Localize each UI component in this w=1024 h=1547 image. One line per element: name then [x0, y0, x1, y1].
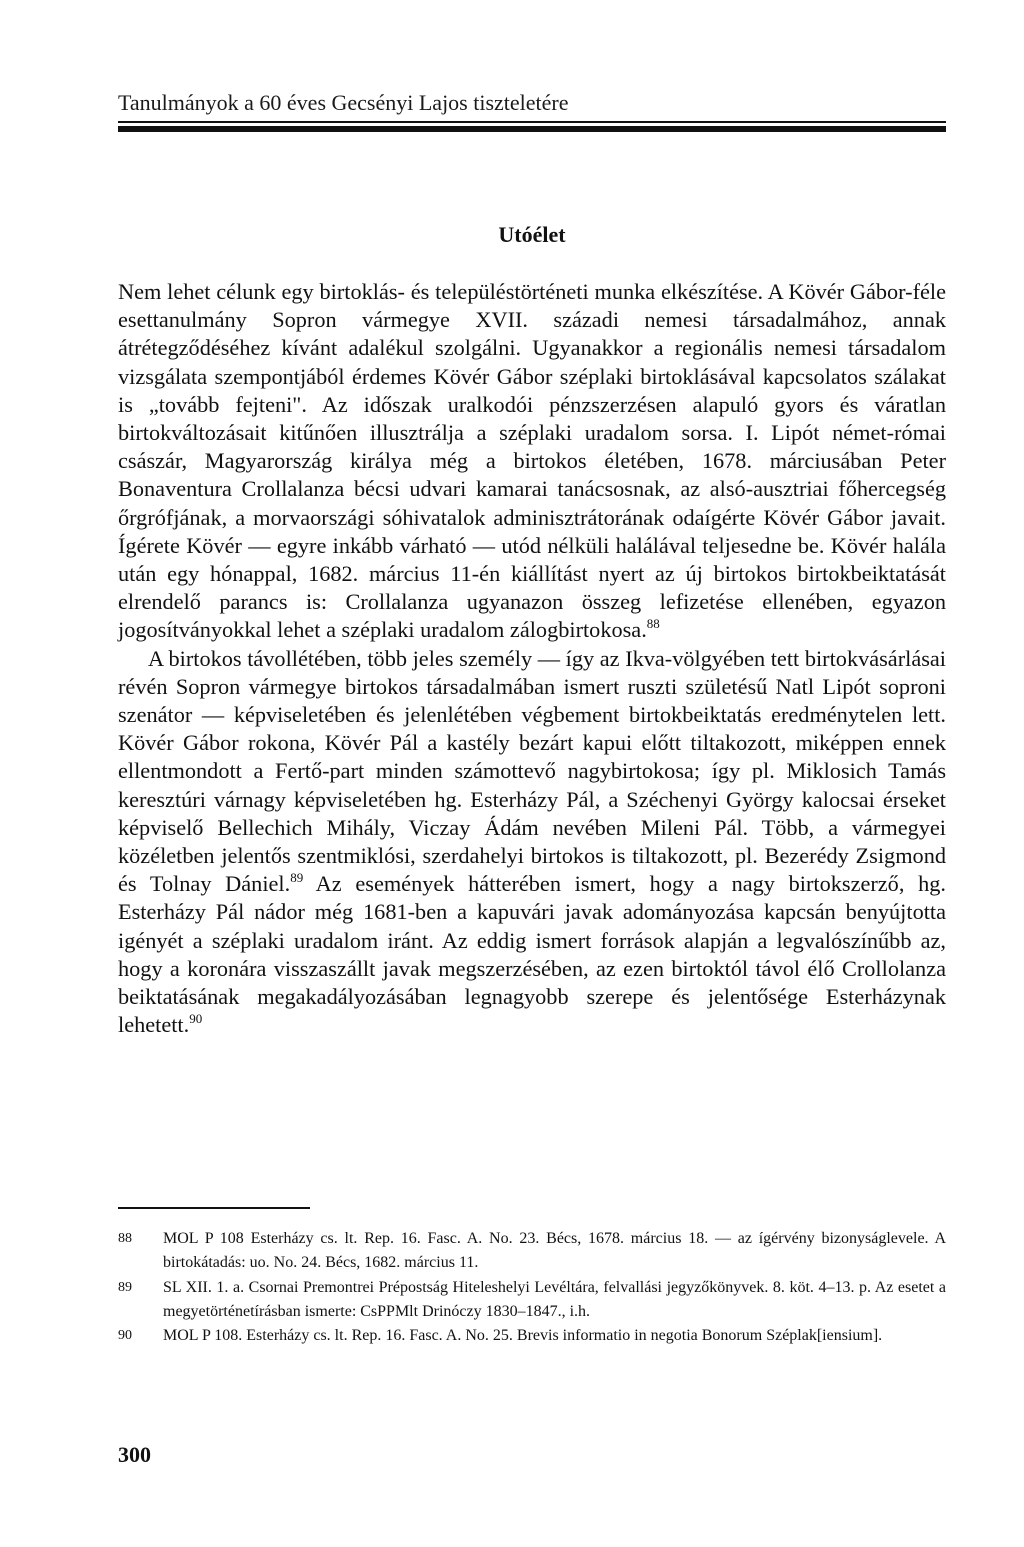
paragraph-2 — [118, 645, 946, 1040]
body-text — [118, 278, 946, 1039]
footnote-number: 88 — [118, 1231, 132, 1246]
footnote-ref-90[interactable]: 90 — [189, 1011, 203, 1027]
footnote-90 — [118, 1324, 946, 1348]
footnote-ref-89[interactable]: 89 — [290, 870, 304, 886]
footnote-number: 90 — [118, 1328, 132, 1344]
running-header: Tanulmányok a 60 éves Gecsényi Lajos tiszteletére — [118, 90, 569, 115]
header-rule-thick — [118, 126, 946, 132]
section-title: Utóélet — [498, 222, 566, 247]
page-number: 300 — [118, 1442, 151, 1467]
footnote-text: SL XII. 1. a. Csornai Premontrei Prépostság Hiteleshelyi Levéltára, felvallási jegyzőkönyvek. 8. köt. 4–13. p. Az esetet a megyetörténetírásban ismerte: CsPPMlt Drinóczy 1830–1847., i.h. — [163, 1278, 946, 1320]
footnote-text: MOL P 108. Esterházy cs. lt. Rep. 16. Fasc. A. No. 25. Brevis informatio in negotia Bonorum Széplak[iensium]. — [163, 1327, 883, 1345]
footnote-text: MOL P 108 Esterházy cs. lt. Rep. 16. Fasc. A. No. 23. Bécs, 1678. március 18. — az ígérvény bizonyságlevele. A birtokátadás: uo. No. 24. Bécs, 1682. március 11. — [163, 1230, 946, 1272]
paragraph-2-text-a: A birtokos távollétében, több jeles személy — így az Ikva-völgyében tett birtokvásárlásai révén Sopron vármegye birtokos társadalmában ismert ruszti születésű Natl Lipót soproni szenátor — képviseletében és jelenlétében végbement birtokbeiktatás eredménytelen lett. Kövér Gábor rokona, Kövér Pál a kastély bezárt kapui előtt tiltakozott, miképpen ennek ellentmondott a Fertő-part minden számottevő nagybirtokosa; így pl. Miklosich Tamás keresztúri várnagy képviseletében hg. Esterházy Pál, a Széchenyi György kalocsai érseket képviselő Bellechich Mihály, Viczay Ádám nevében Mileni Pál. Több, a vármegyei közéletben jelentős szentmiklósi, szerdahelyi birtokos is tiltakozott, pl. Bezerédy Zsigmond és Tolnay Dániel. — [118, 645, 946, 897]
paragraph-2-text-b: Az események hátterében ismert, hogy a nagy birtokszerző, hg. Esterházy Pál nádor még 1681-ben a kapuvári javak adományozása kapcsán benyújtotta igényét a széplaki uradalom iránt. Az eddig ismert források alapján a legvalószínűbb az, hogy a koronára visszaszállt javak megszerzésében, az ezen birtoktól távol élő Crollolanza beiktatásának megakadályozásában legnagyobb szerepe és jelentősége Esterházynak lehetett. — [118, 871, 946, 1038]
header-rule-thin — [118, 121, 946, 123]
footnote-separator — [118, 1207, 310, 1209]
footnote-89 — [118, 1276, 946, 1325]
paragraph-1 — [118, 278, 946, 645]
footnote-number: 89 — [118, 1279, 132, 1295]
paragraph-1-text: Nem lehet célunk egy birtoklás- és településtörténeti munka elkészítése. A Kövér Gábor-féle esettanulmány Sopron vármegye XVII. századi nemesi társadalmához, annak átrétegződéséhez kívánt adalékul szolgálni. Ugyanakkor a regionális nemesi társadalom vizsgálata szempontjából érdemes Kövér Gábor széplaki birtoklásával kapcsolatos szálakat is „tovább fejteni". Az időszak uralkodói pénzszerzésen alapuló gyors és váratlan birtokváltozásait kitűnően illusztrálja a széplaki uradalom sorsa. I. Lipót német-római császár, Magyarország királya még a birtokos életében, 1678. márciusában Peter Bonaventura Crollalanza bécsi udvari kamarai tanácsosnak, az alsó-ausztriai főhercegség őrgrófjának, a morvaországi sóhivatalok adminisztrátorának odaígérte Kövér Gábor javait. Ígérete Kövér — egyre inkább várható — utód nélküli halálával teljesedne be. Kövér halála után egy hónappal, 1682. március 11-én kiállítást nyert az új birtokos birtokbeiktatását elrendelő parancs is: Crollalanza ugyanazon összeg lefizetése ellenében, egyazon jogosítványokkal lehet a széplaki uradalom zálogbirtokosa. — [118, 279, 946, 643]
footnotes — [118, 1227, 946, 1348]
footnote-ref-88[interactable]: 88 — [646, 616, 660, 632]
footnote-88 — [118, 1227, 946, 1276]
